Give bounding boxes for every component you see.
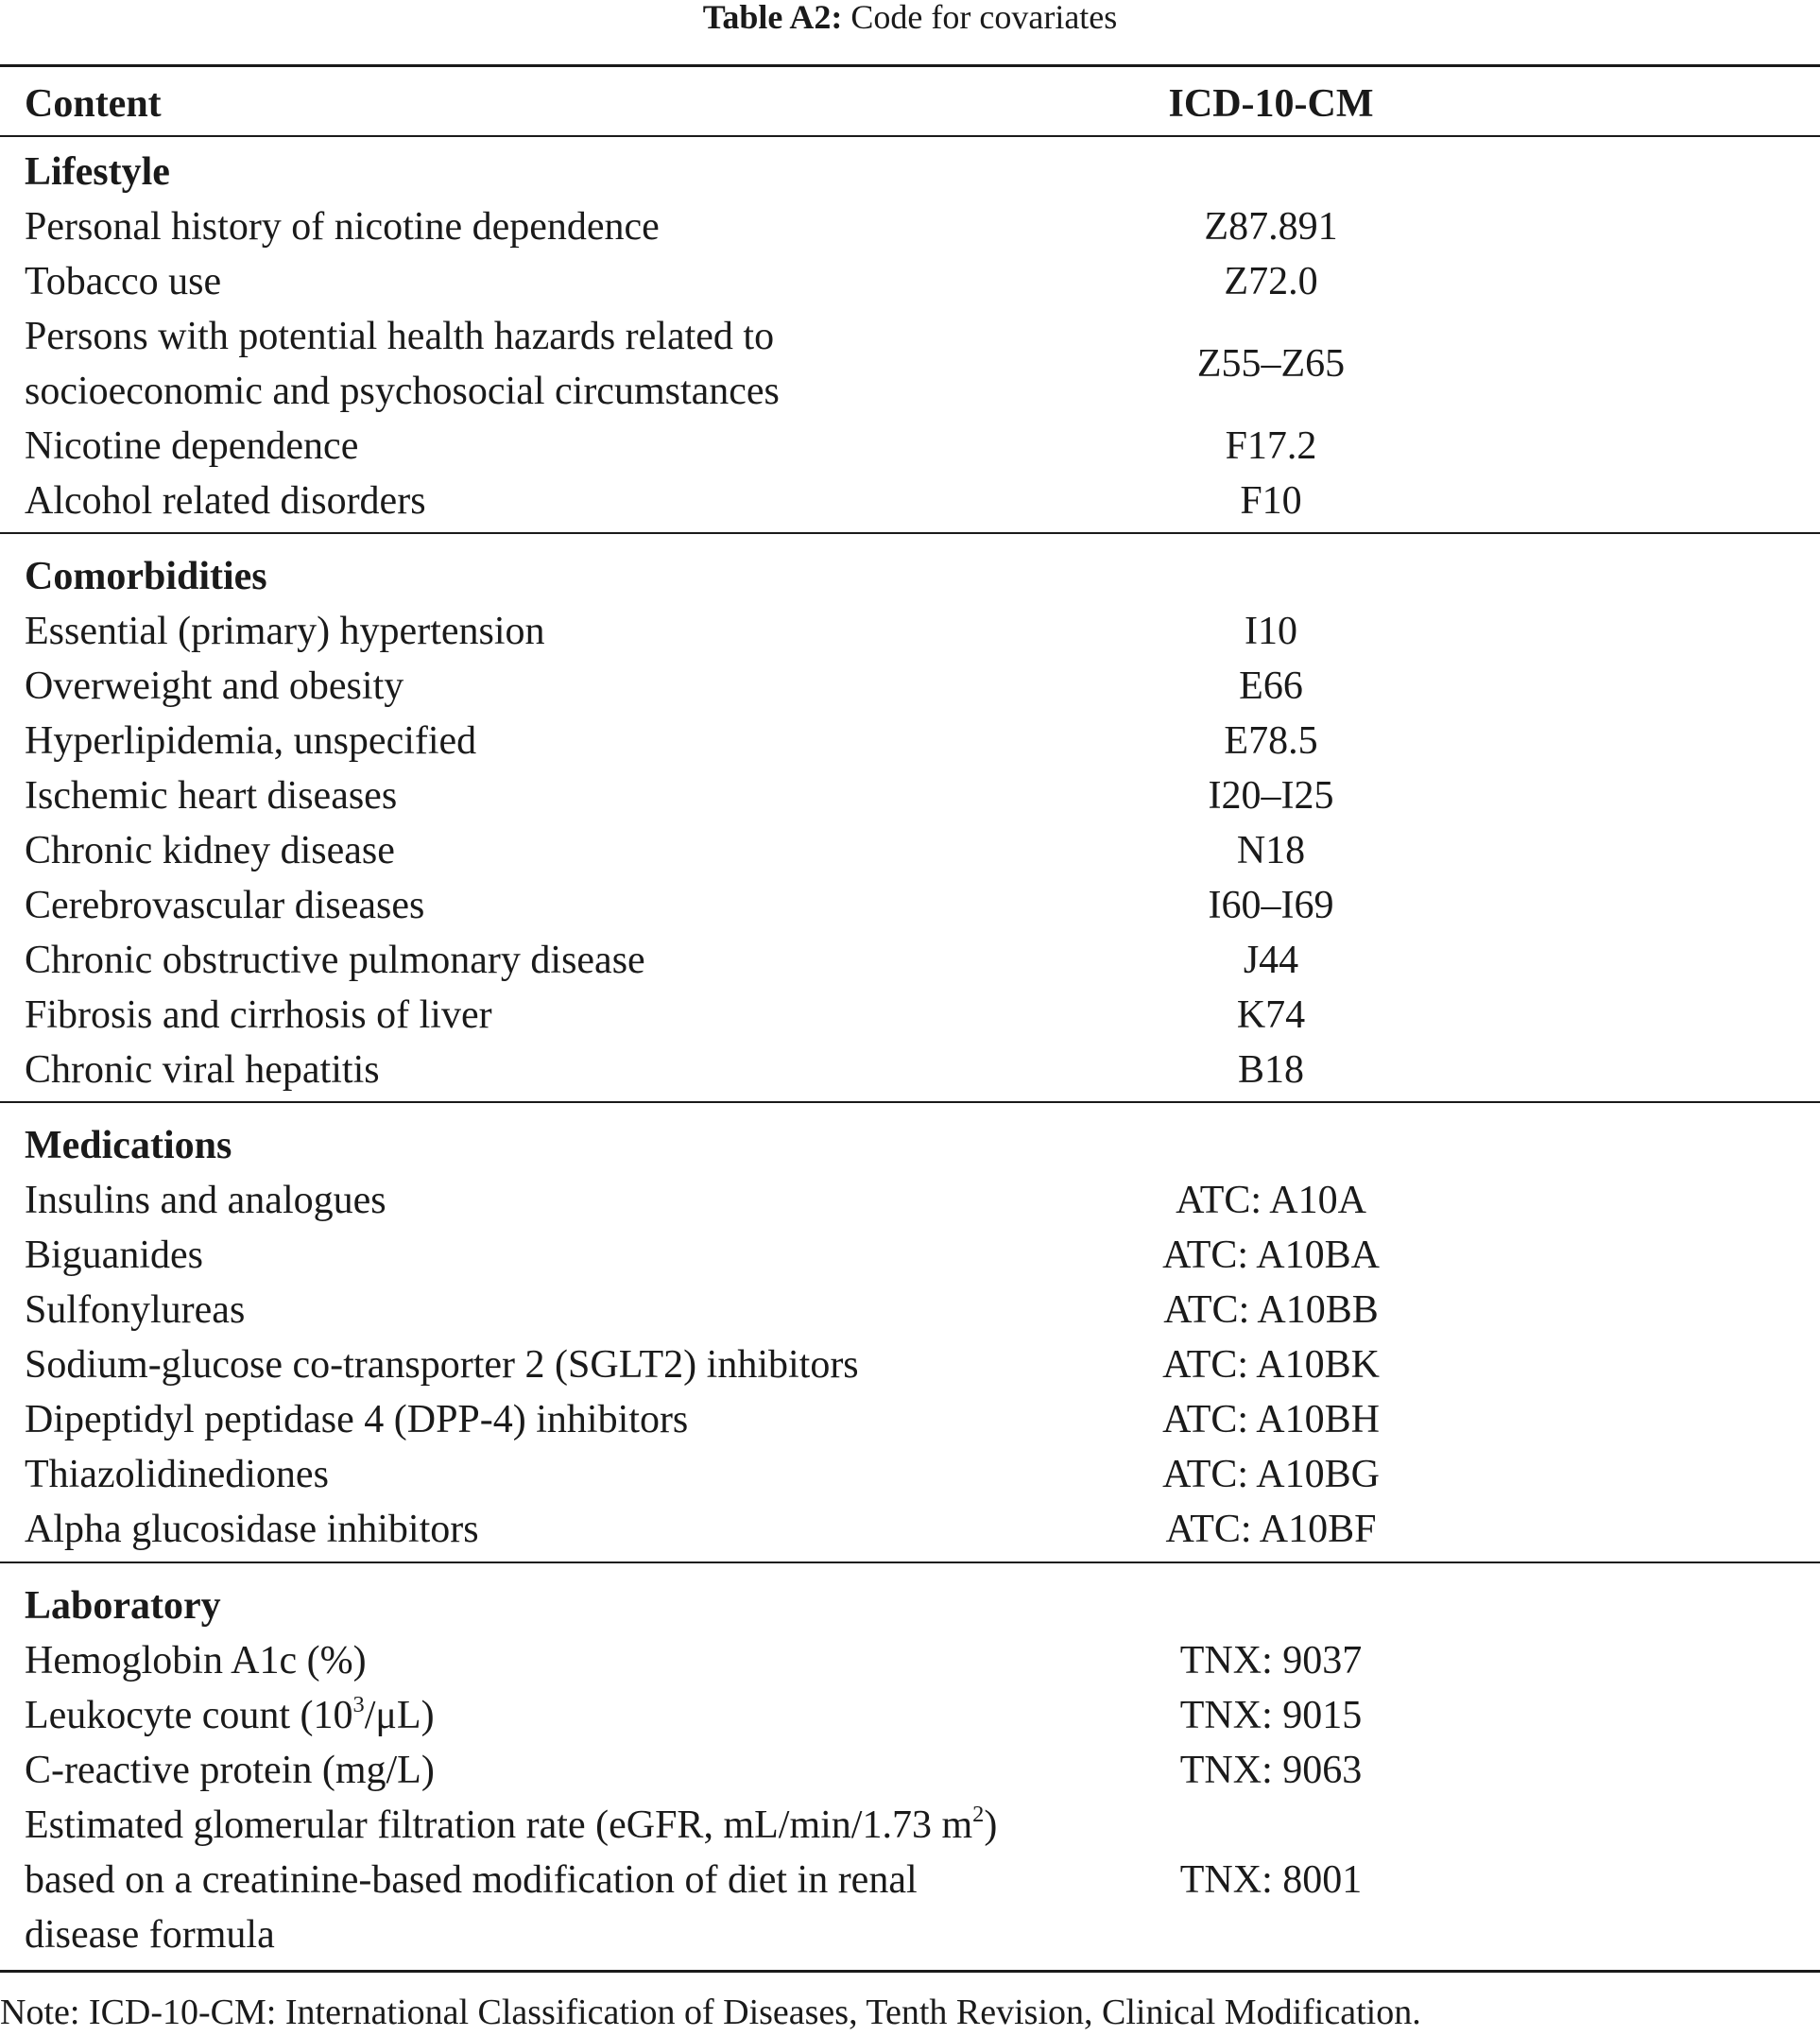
row-code: ATC: A10BG: [1162, 1453, 1380, 1496]
section-title-lifestyle: Lifestyle: [25, 150, 170, 194]
row-content: Nicotine dependence: [25, 424, 359, 468]
row-code: N18: [1236, 829, 1306, 872]
row-content: Chronic kidney disease: [25, 829, 395, 872]
row-content-line1: [25, 1801, 997, 1850]
row-content-line1: Persons with potential health hazards related to: [25, 315, 775, 358]
row-content-superscript: 3: [352, 1691, 365, 1717]
section-title-medications: Medications: [25, 1124, 232, 1167]
row-content: Sulfonylureas: [25, 1288, 246, 1332]
row-content: Alpha glucosidase inhibitors: [25, 1508, 479, 1551]
row-code: TNX: 9063: [1179, 1749, 1363, 1792]
row-content-line2: based on a creatinine-based modification of diet in renal: [25, 1858, 918, 1902]
row-code: ATC: A10BK: [1162, 1343, 1380, 1387]
row-content: Dipeptidyl peptidase 4 (DPP-4) inhibitors: [25, 1398, 689, 1441]
row-content: Cerebrovascular diseases: [25, 884, 425, 927]
row-code: ATC: A10BA: [1162, 1234, 1380, 1277]
row-content: Tobacco use: [25, 260, 222, 303]
section-rule: [0, 1101, 1820, 1103]
row-code: J44: [1243, 939, 1299, 982]
top-rule: [0, 64, 1820, 67]
row-content-text: Estimated glomerular filtration rate (eGFR, mL/min/1.73 m: [25, 1803, 973, 1847]
row-code: TNX: 8001: [1179, 1858, 1363, 1902]
row-code: Z87.891: [1204, 205, 1338, 249]
caption-label: Table A2:: [702, 0, 843, 36]
row-content-line2: socioeconomic and psychosocial circumstances: [25, 370, 780, 413]
row-content: Biguanides: [25, 1234, 203, 1277]
header-rule: [0, 135, 1820, 137]
row-code: F10: [1240, 479, 1302, 523]
row-content: [25, 1691, 435, 1740]
row-code: I20–I25: [1208, 774, 1334, 818]
row-code: Z72.0: [1224, 260, 1318, 303]
section-rule: [0, 1562, 1820, 1563]
row-code: F17.2: [1225, 424, 1317, 468]
row-code: B18: [1237, 1048, 1304, 1092]
row-content: Fibrosis and cirrhosis of liver: [25, 993, 492, 1037]
row-content-line3: disease formula: [25, 1913, 275, 1957]
header-code: ICD-10-CM: [1168, 82, 1374, 126]
row-code: Z55–Z65: [1196, 342, 1346, 386]
row-code: E78.5: [1224, 719, 1318, 763]
table-note: Note: ICD-10-CM: International Classification of Diseases, Tenth Revision, Clinical Modification.: [0, 1993, 1421, 2032]
caption-text: Code for covariates: [842, 0, 1118, 36]
row-content-text: /μL): [364, 1694, 435, 1737]
bottom-rule: [0, 1970, 1820, 1973]
row-content: Alcohol related disorders: [25, 479, 426, 523]
table-caption: [0, 0, 1820, 38]
row-code: I10: [1245, 610, 1297, 653]
row-code: I60–I69: [1208, 884, 1334, 927]
row-code: ATC: A10A: [1176, 1179, 1366, 1222]
row-content-text: Leukocyte count (10: [25, 1694, 353, 1737]
row-content: Chronic obstructive pulmonary disease: [25, 939, 645, 982]
row-code: TNX: 9015: [1179, 1694, 1363, 1737]
row-content: Personal history of nicotine dependence: [25, 205, 660, 249]
row-content-superscript: 2: [972, 1801, 985, 1827]
row-content: Insulins and analogues: [25, 1179, 386, 1222]
row-content: Sodium-glucose co-transporter 2 (SGLT2) inhibitors: [25, 1343, 859, 1387]
row-content: Ischemic heart diseases: [25, 774, 398, 818]
row-content: Essential (primary) hypertension: [25, 610, 545, 653]
row-content-text: ): [984, 1803, 998, 1847]
row-content: Overweight and obesity: [25, 664, 404, 708]
section-title-laboratory: Laboratory: [25, 1584, 221, 1628]
row-content: Hyperlipidemia, unspecified: [25, 719, 477, 763]
row-code: TNX: 9037: [1179, 1639, 1363, 1682]
row-content: Hemoglobin A1c (%): [25, 1639, 367, 1682]
row-code: K74: [1236, 993, 1306, 1037]
row-code: ATC: A10BH: [1162, 1398, 1380, 1441]
row-content: Thiazolidinediones: [25, 1453, 329, 1496]
row-code: ATC: A10BB: [1163, 1288, 1379, 1332]
row-code: E66: [1239, 664, 1303, 708]
row-code: ATC: A10BF: [1165, 1508, 1377, 1551]
row-content: Chronic viral hepatitis: [25, 1048, 380, 1092]
section-title-comorbidities: Comorbidities: [25, 555, 267, 598]
section-rule: [0, 532, 1820, 534]
header-content: Content: [25, 82, 162, 126]
row-content: C-reactive protein (mg/L): [25, 1749, 435, 1792]
